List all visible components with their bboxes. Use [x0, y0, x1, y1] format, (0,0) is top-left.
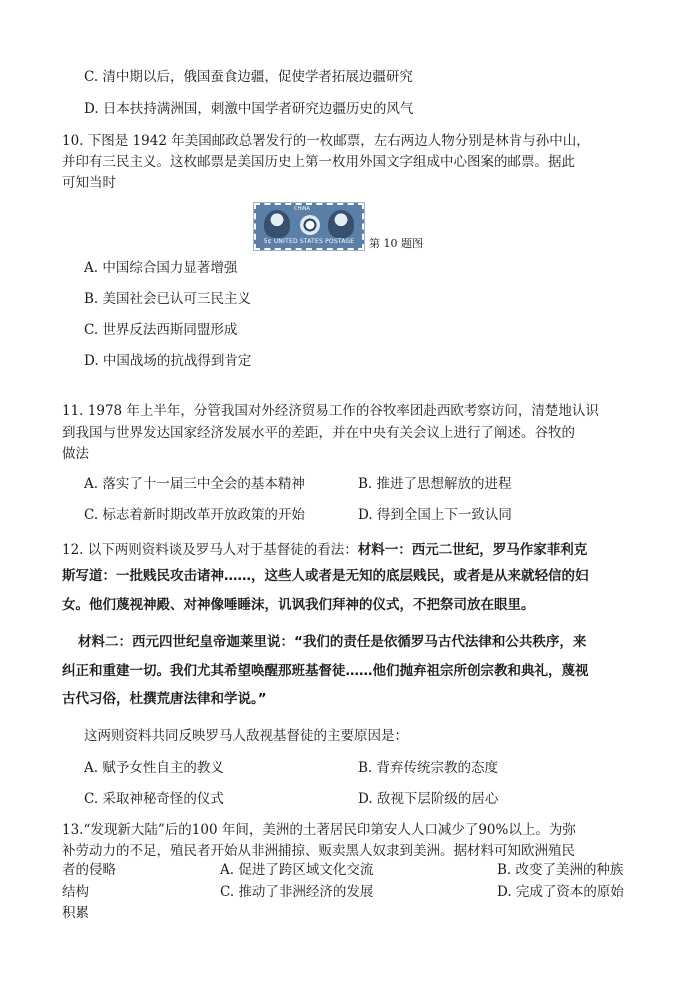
q12-material2-line1: 材料二：西元四世纪皇帝迦莱里说：“我们的责任是依循罗马古代法律和公共秩序，来: [78, 634, 587, 650]
sun-emblem: [300, 215, 320, 235]
q13-stem-line2: 补劳动力的不足，殖民者开始从非洲捕掠、贩卖黑人奴隶到美洲。据材料可知欧洲殖民: [62, 843, 575, 859]
q10-option-b: B. 美国社会已认可三民主义: [84, 291, 252, 307]
q9-option-c: C. 清中期以后，俄国蚕食边疆，促使学者拓展边疆研究: [84, 69, 413, 85]
q11-option-b: B. 推进了思想解放的进程: [358, 476, 512, 492]
q12-material1-line3: 女。他们蔑视神殿、对神像唾睡沫，讥讽我们拜神的仪式，不把祭司放在眼里。: [62, 597, 535, 613]
q12-stem: [62, 538, 587, 558]
q13-option-a: A. 促进了跨区域文化交流: [220, 862, 374, 878]
q13-stem-line1: 13.“发现新大陆”后的100 年间，美洲的土著居民印第安人人口减少了90%以上。为弥: [62, 822, 576, 838]
q13-option-c: C. 推动了非洲经济的发展: [220, 884, 374, 900]
sun-yat-sen-portrait: [328, 210, 354, 238]
q12-option-a: A. 赋予女性自主的教义: [84, 760, 224, 776]
q12-stem-lead: 12. 以下两则资料谈及罗马人对于基督徒的看法：: [62, 542, 358, 558]
q12-material1-line1: 材料一：西元二世纪，罗马作家菲利克: [357, 542, 588, 558]
q11-option-a: A. 落实了十一届三中全会的基本精神: [84, 476, 305, 492]
q10-option-c: C. 世界反法西斯同盟形成: [84, 322, 238, 338]
q13-option-d: D. 完成了资本的原始: [497, 884, 624, 900]
stamp-image: [254, 203, 364, 250]
stamp-denomination: 5¢ UNITED STATES POSTAGE: [263, 238, 355, 245]
stamp-illustration: [254, 203, 364, 250]
q12-material1-line2: 斯写道：一批贱民攻击诸神……，这些人或者是无知的底层贱民，或者是从来就轻信的妇: [62, 568, 589, 584]
q11-option-d: D. 得到全国上下一致认同: [358, 507, 512, 523]
q13-stem-line3: 者的侵略: [62, 862, 116, 878]
q9-option-d: D. 日本扶持满洲国，刺激中国学者研究边疆历史的风气: [84, 101, 414, 117]
q12-material2-line3: 古代习俗，杜撰荒唐法律和学说。”: [62, 691, 267, 707]
q10-stem-line3: 可知当时: [62, 175, 116, 191]
q11-option-c: C. 标志着新时期改革开放政策的开始: [84, 507, 305, 523]
q12-option-d: D. 敌视下层阶级的居心: [358, 791, 499, 807]
q10-stem-line2: 并印有三民主义。这枚邮票是美国历史上第一枚用外国文字组成中心图案的邮票。据此: [62, 154, 575, 170]
q10-figure-caption: 第 10 题图: [369, 237, 423, 250]
q13-option-b-continued: 结构: [62, 884, 89, 900]
q12-option-b: B. 背弃传统宗教的态度: [358, 760, 499, 776]
q13-option-b: B. 改变了美洲的种族: [497, 862, 624, 878]
stamp-country-label: CHINA: [294, 206, 310, 212]
q11-stem-line1: 11. 1978 年上半年，分管我国对外经济贸易工作的谷牧率团赴西欧考察访问，清楚地认识: [62, 403, 599, 419]
q12-question: 这两则资料共同反映罗马人敌视基督徒的主要原因是：: [84, 728, 408, 744]
q13-option-d-continued: 积累: [62, 905, 89, 921]
q10-option-a: A. 中国综合国力显著增强: [84, 260, 238, 276]
q12-material2-line2: 纠正和重建一切。我们尤其希望唤醒那班基督徒……他们抛弃祖宗所创宗教和典礼，蔑视: [62, 663, 589, 679]
q12-option-c: C. 采取神秘奇怪的仪式: [84, 791, 224, 807]
q11-stem-line2: 到我国与世界发达国家经济发展水平的差距，并在中央有关会议上进行了阐述。谷牧的: [62, 425, 575, 441]
q10-stem-line1: 10. 下图是 1942 年美国邮政总署发行的一枚邮票，左右两边人物分别是林肯与孙中山，: [62, 133, 590, 149]
q11-stem-line3: 做法: [62, 446, 89, 462]
q10-option-d: D. 中国战场的抗战得到肯定: [84, 353, 252, 369]
lincoln-portrait: [264, 210, 290, 238]
